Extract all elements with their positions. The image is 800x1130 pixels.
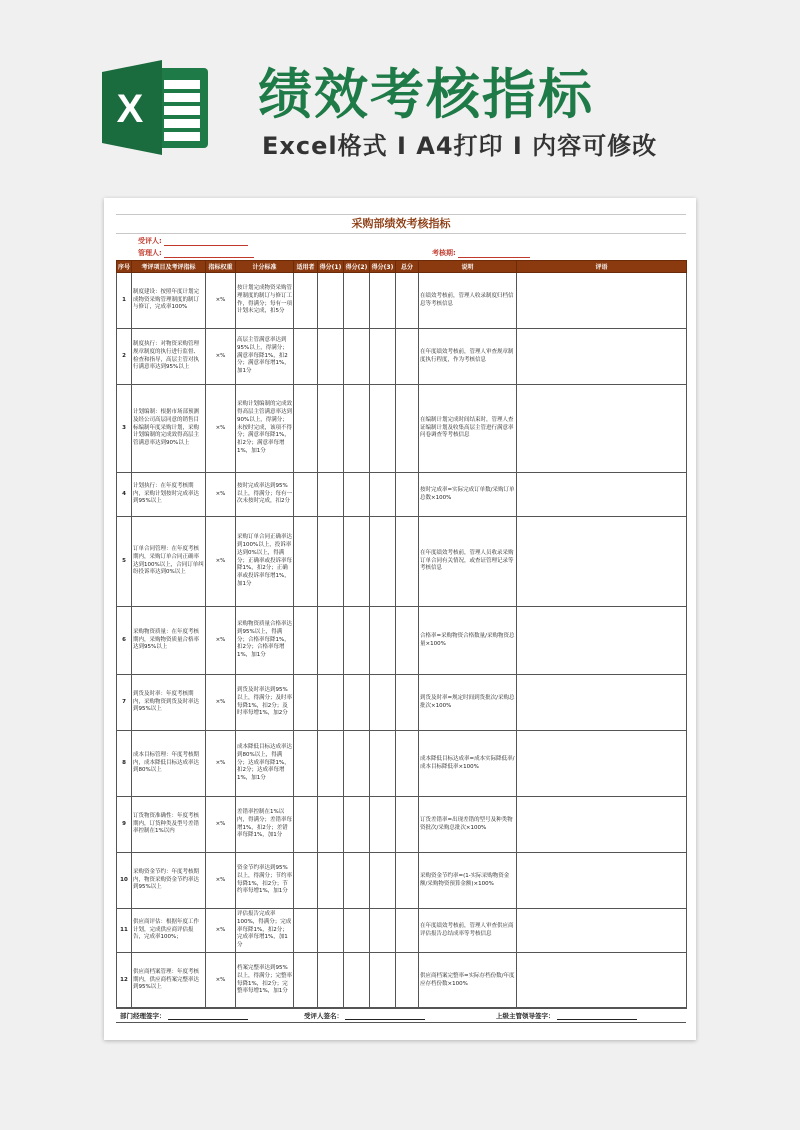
kpi-table <box>116 260 687 1009</box>
row-note: 在年度绩效考核前，管理人员收录采购订单合同有关情况，或查证管理记录等考核信息 <box>419 517 517 607</box>
row-number: 11 <box>117 909 132 953</box>
total-cell[interactable] <box>396 675 419 731</box>
score-1-cell[interactable] <box>318 731 344 797</box>
comment-cell[interactable] <box>517 273 687 329</box>
superior-signature <box>496 1011 637 1020</box>
row-weight[interactable]: ×% <box>206 675 236 731</box>
row-item: 制度建设：按照年度计划完成物资采购管理制度的制订与修订，完成率100% <box>132 273 206 329</box>
score-3-cell[interactable] <box>370 273 396 329</box>
score-1-cell[interactable] <box>318 473 344 517</box>
row-number: 7 <box>117 675 132 731</box>
superior-label: 上级主管领导签字： <box>496 1012 555 1020</box>
score-2-cell[interactable] <box>344 797 370 853</box>
score-1-cell[interactable] <box>318 853 344 909</box>
col-header: 得分(1) <box>318 261 344 273</box>
total-cell[interactable] <box>396 273 419 329</box>
applicable-cell[interactable] <box>294 473 318 517</box>
total-cell[interactable] <box>396 329 419 385</box>
manager-field <box>138 248 254 258</box>
score-2-cell[interactable] <box>344 607 370 675</box>
assessee-signature-label: 受评人签名： <box>304 1012 343 1020</box>
row-standard: 采购计划编制的完成效得高层主管满意率达到90%以上，得满分；未按时完成，该项不得分；满意率每降1%，扣2分；满意率每增1%，加1分 <box>236 385 294 473</box>
row-standard: 评估报告完成率100%，得满分；完成率每降1%，扣2分；完成率每增1%，加1分 <box>236 909 294 953</box>
row-item: 计划执行：在年度考核期内，采购计划按时完成率达到95%以上 <box>132 473 206 517</box>
row-number: 2 <box>117 329 132 385</box>
row-item: 订单合同管理：在年度考核期内，采购订单合同正确率达到100%以上，合同订单纠纷投诉率达到0%以上 <box>132 517 206 607</box>
applicable-cell[interactable] <box>294 517 318 607</box>
score-3-cell[interactable] <box>370 797 396 853</box>
applicable-cell[interactable] <box>294 607 318 675</box>
table-row <box>117 853 687 909</box>
comment-cell[interactable] <box>517 953 687 1009</box>
comment-cell[interactable] <box>517 797 687 853</box>
comment-cell[interactable] <box>517 853 687 909</box>
total-cell[interactable] <box>396 473 419 517</box>
row-item: 到货及时率：年度考核期内，采购物资到货及时率达到95%以上 <box>132 675 206 731</box>
row-standard: 采购物资质量合格率达到95%以上，得满分；合格率每降1%，扣2分；合格率每增1%，加1分 <box>236 607 294 675</box>
row-weight[interactable]: ×% <box>206 517 236 607</box>
hero-subtitle: Excel格式 I A4打印 I 内容可修改 <box>262 132 658 160</box>
comment-cell[interactable] <box>517 731 687 797</box>
col-header: 得分(3) <box>370 261 396 273</box>
table-header-row <box>117 261 687 273</box>
row-item: 采购资金节约：年度考核期内，物资采购资金节约率达到95%以上 <box>132 853 206 909</box>
assessee-signature-line[interactable] <box>345 1013 425 1020</box>
assessee-signature <box>304 1011 425 1020</box>
comment-cell[interactable] <box>517 909 687 953</box>
score-1-cell[interactable] <box>318 517 344 607</box>
score-3-cell[interactable] <box>370 953 396 1009</box>
assessee-field <box>138 236 248 246</box>
row-note: 成本降低目标达成率=成本实际降低率/成本目标降低率×100% <box>419 731 517 797</box>
comment-cell[interactable] <box>517 329 687 385</box>
dept-manager-label: 部门经理签字： <box>120 1012 166 1020</box>
row-standard: 采购订单合同正确率达到100%以上，投诉率达到0%以上，得满分；正确率或投诉率每降1%，扣2分；正确率或投诉率每增1%，加1分 <box>236 517 294 607</box>
score-3-cell[interactable] <box>370 517 396 607</box>
row-number: 10 <box>117 853 132 909</box>
applicable-cell[interactable] <box>294 731 318 797</box>
table-row <box>117 329 687 385</box>
row-standard: 成本降低目标达成率达到80%以上，得满分；达成率每降1%，扣2分；达成率每增1%，加1分 <box>236 731 294 797</box>
superior-signature-line[interactable] <box>557 1013 637 1020</box>
row-number: 6 <box>117 607 132 675</box>
period-field <box>432 248 530 258</box>
row-item: 供应商档案管理：年度考核期内，供应商档案完整率达到95%以上 <box>132 953 206 1009</box>
col-header: 指标权重 <box>206 261 236 273</box>
total-cell[interactable] <box>396 797 419 853</box>
score-1-cell[interactable] <box>318 385 344 473</box>
row-weight[interactable]: ×% <box>206 797 236 853</box>
row-weight[interactable]: ×% <box>206 953 236 1009</box>
row-weight[interactable]: ×% <box>206 607 236 675</box>
col-header: 适用者 <box>294 261 318 273</box>
total-cell[interactable] <box>396 517 419 607</box>
applicable-cell[interactable] <box>294 909 318 953</box>
document-sheet <box>104 198 696 1040</box>
row-standard: 按时完成率达到95%以上，得满分；每有一次未按时完成，扣2分 <box>236 473 294 517</box>
row-standard: 高层主管满意率达到95%以上，得满分；满意率每降1%，扣2分；满意率每增1%，加1分 <box>236 329 294 385</box>
row-note: 在编制计划完成时间结束时，管理人查证编制计划及收集高层主管进行满意率问卷调查等考核信息 <box>419 385 517 473</box>
row-number: 12 <box>117 953 132 1009</box>
score-1-cell[interactable] <box>318 675 344 731</box>
applicable-cell[interactable] <box>294 273 318 329</box>
manager-input-line[interactable] <box>164 250 254 258</box>
dept-manager-signature <box>120 1011 248 1020</box>
col-header: 序号 <box>117 261 132 273</box>
score-3-cell[interactable] <box>370 329 396 385</box>
table-row <box>117 473 687 517</box>
row-standard: 到货及时率达到95%以上，得满分；及时率每降1%，扣2分；及时率每增1%，加2分 <box>236 675 294 731</box>
score-1-cell[interactable] <box>318 797 344 853</box>
row-item: 订货物资准确性：年度考核期内，订货种类及型号差错率控制在1%以内 <box>132 797 206 853</box>
score-2-cell[interactable] <box>344 731 370 797</box>
row-item: 供应商评估：根据年度工作计划，完成供应商评估报告，完成率100%； <box>132 909 206 953</box>
score-3-cell[interactable] <box>370 675 396 731</box>
logo-letter: X <box>116 87 144 131</box>
row-note: 按时完成率=实际完成订单数/采购订单总数×100% <box>419 473 517 517</box>
score-3-cell[interactable] <box>370 909 396 953</box>
score-1-cell[interactable] <box>318 329 344 385</box>
score-2-cell[interactable] <box>344 675 370 731</box>
applicable-cell[interactable] <box>294 953 318 1009</box>
total-cell[interactable] <box>396 853 419 909</box>
score-2-cell[interactable] <box>344 853 370 909</box>
row-weight[interactable]: ×% <box>206 853 236 909</box>
table-row <box>117 953 687 1009</box>
applicable-cell[interactable] <box>294 797 318 853</box>
comment-cell[interactable] <box>517 473 687 517</box>
row-weight[interactable]: ×% <box>206 329 236 385</box>
score-2-cell[interactable] <box>344 385 370 473</box>
score-3-cell[interactable] <box>370 385 396 473</box>
table-row <box>117 607 687 675</box>
comment-cell[interactable] <box>517 675 687 731</box>
score-2-cell[interactable] <box>344 473 370 517</box>
row-number: 9 <box>117 797 132 853</box>
score-2-cell[interactable] <box>344 909 370 953</box>
score-3-cell[interactable] <box>370 473 396 517</box>
score-3-cell[interactable] <box>370 607 396 675</box>
col-header: 总分 <box>396 261 419 273</box>
period-input-line[interactable] <box>458 250 530 258</box>
score-3-cell[interactable] <box>370 853 396 909</box>
row-item: 成本目标管理：年度考核期内，成本降低目标达成率达到80%以上 <box>132 731 206 797</box>
row-number: 4 <box>117 473 132 517</box>
row-note: 到货及时率=规定时间到货批次/采购总批次×100% <box>419 675 517 731</box>
dept-manager-signature-line[interactable] <box>168 1013 248 1020</box>
row-item: 计划编制：根据市场部预测及经公司高层同意的销售目标编制年度采购计划，采购计划编制的完成效得高层主管满意率达到90%以上 <box>132 385 206 473</box>
row-weight[interactable]: ×% <box>206 273 236 329</box>
total-cell[interactable] <box>396 953 419 1009</box>
row-item: 制度执行：对物资采购管理规章制度的执行进行监督、检查和指导，高层主管对执行满意率达到95%以上 <box>132 329 206 385</box>
score-1-cell[interactable] <box>318 953 344 1009</box>
comment-cell[interactable] <box>517 385 687 473</box>
row-note: 采购资金节约率=(1-实际采购物资金额/采购物资预算金额)×100% <box>419 853 517 909</box>
table-row <box>117 731 687 797</box>
col-header: 评语 <box>517 261 687 273</box>
document-title: 采购部绩效考核指标 <box>116 214 686 234</box>
table-row <box>117 797 687 853</box>
row-number: 3 <box>117 385 132 473</box>
total-cell[interactable] <box>396 909 419 953</box>
row-weight[interactable]: ×% <box>206 473 236 517</box>
applicable-cell[interactable] <box>294 329 318 385</box>
row-weight[interactable]: ×% <box>206 385 236 473</box>
row-note: 订货差错率=出现差错的型号及种类物资批次/采购总批次×100% <box>419 797 517 853</box>
row-note: 在年度绩效考核前，管理人审查供应商评估报告总结成率等考核信息 <box>419 909 517 953</box>
row-note: 在年度绩效考核前，管理人审查规章制度执行程度，作为考核信息 <box>419 329 517 385</box>
row-standard: 差错率控制在1%以内，得满分；差错率每增1%，扣2分；差错率每降1%，加1分 <box>236 797 294 853</box>
score-1-cell[interactable] <box>318 909 344 953</box>
applicable-cell[interactable] <box>294 385 318 473</box>
table-row <box>117 675 687 731</box>
score-2-cell[interactable] <box>344 953 370 1009</box>
assessee-input-line[interactable] <box>164 238 248 246</box>
row-standard: 资金节约率达到95%以上，得满分；节约率每降1%，扣2分；节约率每增1%，加1分 <box>236 853 294 909</box>
row-weight[interactable]: ×% <box>206 731 236 797</box>
score-1-cell[interactable] <box>318 607 344 675</box>
row-note: 供应商档案完整率=实际存档份数/年度应存档份数×100% <box>419 953 517 1009</box>
signature-row <box>116 1007 686 1023</box>
manager-label: 管理人: <box>138 249 162 257</box>
hero-banner <box>0 0 800 200</box>
row-standard: 按计划完成物资采购管理制度的制订与修订工作，得满分；每有一项计划未完成，扣5分 <box>236 273 294 329</box>
col-header: 考评项目及考评指标 <box>132 261 206 273</box>
score-2-cell[interactable] <box>344 517 370 607</box>
row-note: 在绩效考核前，管理人收录制度归档信息等考核信息 <box>419 273 517 329</box>
row-number: 5 <box>117 517 132 607</box>
score-2-cell[interactable] <box>344 329 370 385</box>
total-cell[interactable] <box>396 385 419 473</box>
table-row <box>117 909 687 953</box>
total-cell[interactable] <box>396 607 419 675</box>
applicable-cell[interactable] <box>294 853 318 909</box>
col-header: 计分标准 <box>236 261 294 273</box>
excel-logo-icon <box>100 60 210 155</box>
row-note: 合格率=采购物资合格数量/采购物资总量×100% <box>419 607 517 675</box>
assessee-label: 受评人: <box>138 237 162 245</box>
applicable-cell[interactable] <box>294 675 318 731</box>
row-weight[interactable]: ×% <box>206 909 236 953</box>
score-2-cell[interactable] <box>344 273 370 329</box>
score-3-cell[interactable] <box>370 731 396 797</box>
table-row <box>117 385 687 473</box>
total-cell[interactable] <box>396 731 419 797</box>
comment-cell[interactable] <box>517 517 687 607</box>
table-row <box>117 273 687 329</box>
period-label: 考核期: <box>432 249 456 257</box>
comment-cell[interactable] <box>517 607 687 675</box>
row-number: 8 <box>117 731 132 797</box>
row-number: 1 <box>117 273 132 329</box>
hero-title: 绩效考核指标 <box>258 63 594 126</box>
col-header: 得分(2) <box>344 261 370 273</box>
score-1-cell[interactable] <box>318 273 344 329</box>
row-standard: 档案完整率达到95%以上，得满分；完整率每降1%，扣2分；完整率每增1%，加1分 <box>236 953 294 1009</box>
table-row <box>117 517 687 607</box>
row-item: 采购物资质量：在年度考核期内，采购物资质量合格率达到95%以上 <box>132 607 206 675</box>
col-header: 说明 <box>419 261 517 273</box>
